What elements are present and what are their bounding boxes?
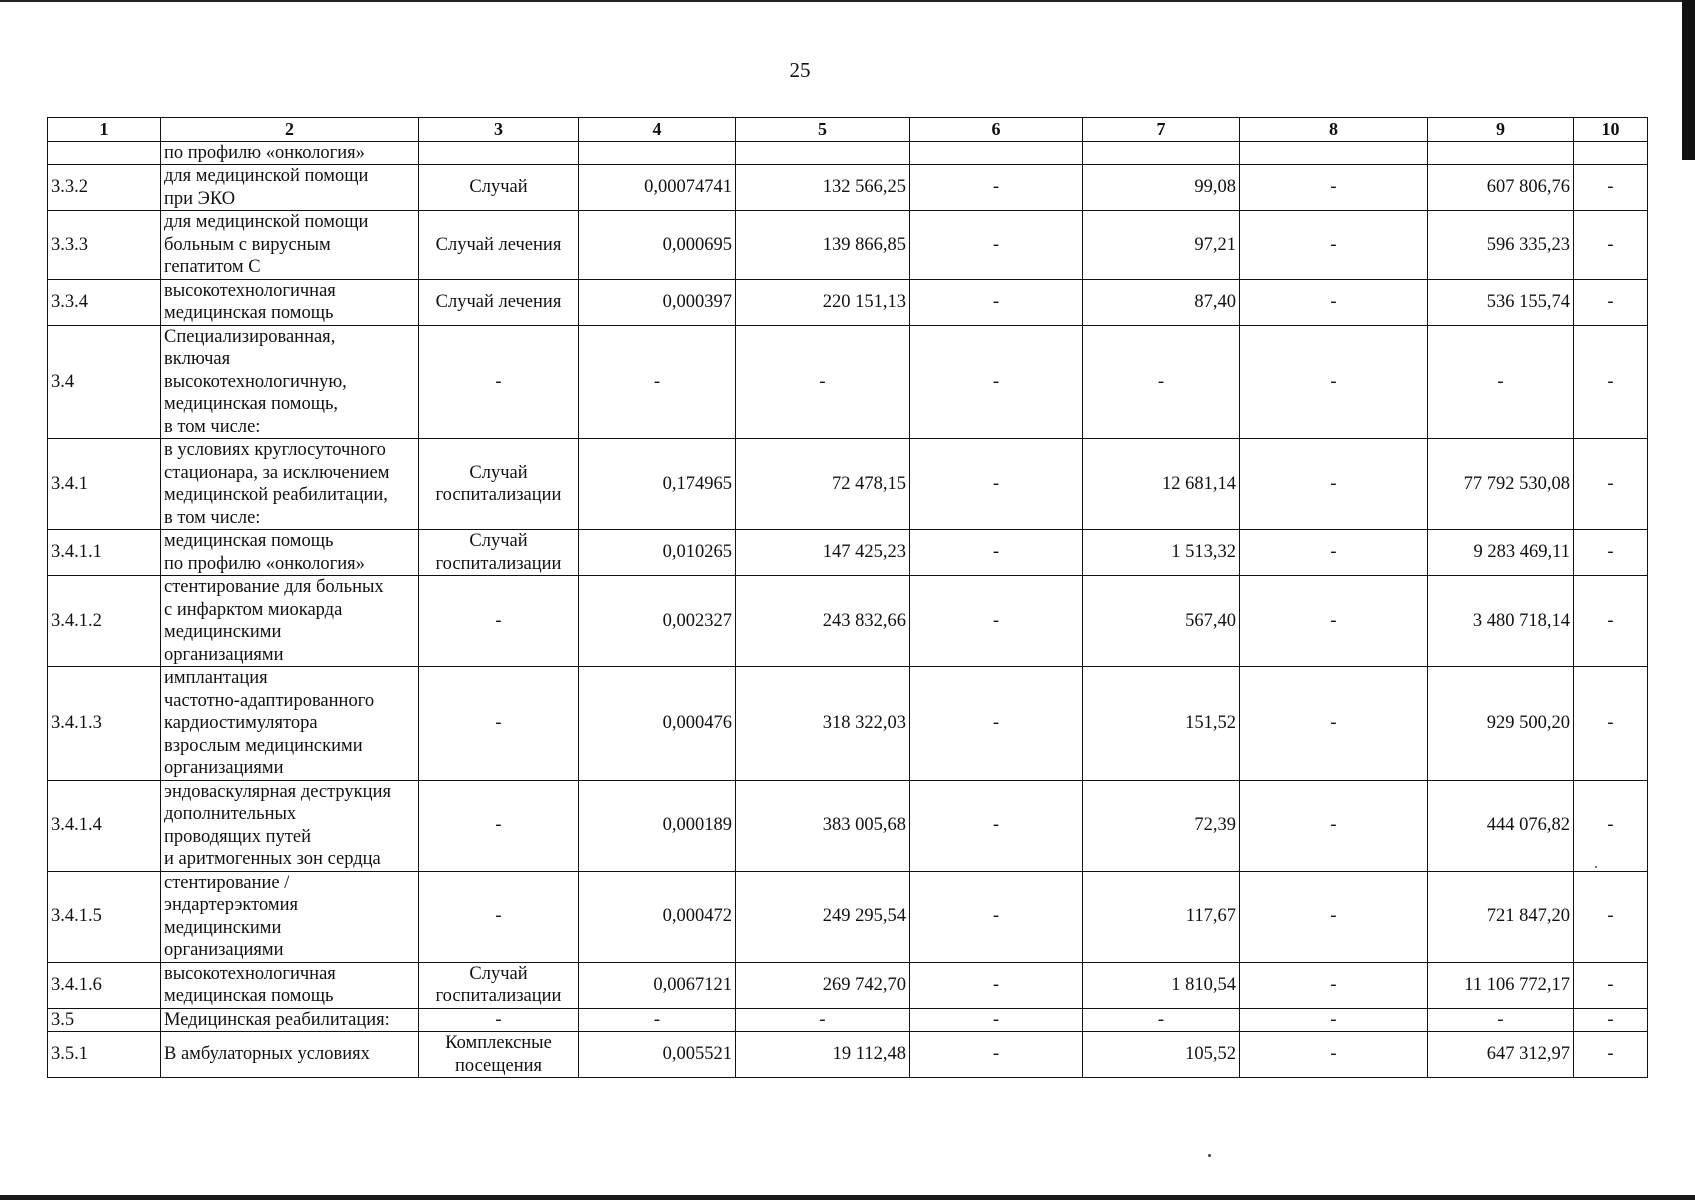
row-name-line: по профилю «онкология» xyxy=(164,142,365,163)
row-name-line: кардиостимулятора xyxy=(164,713,318,733)
row-unit-cell xyxy=(419,279,579,325)
row-c9-cell: 607 806,76 xyxy=(1428,165,1574,211)
row-c10-cell: - xyxy=(1574,1008,1648,1032)
table-row xyxy=(48,530,1648,576)
row-c6-cell: - xyxy=(910,576,1083,667)
row-c10-cell: - xyxy=(1574,439,1648,530)
row-unit-line: госпитализации xyxy=(435,986,562,1006)
row-unit-line: Случай xyxy=(469,963,528,984)
row-name-line: стационара, за исключением xyxy=(164,462,390,483)
row-c5-cell: 243 832,66 xyxy=(736,576,910,667)
row-name-line: гепатитом С xyxy=(164,257,261,277)
row-name-line: высокотехнологичную, xyxy=(164,371,347,392)
row-c5-cell: 139 866,85 xyxy=(736,211,910,280)
row-c6-cell: - xyxy=(910,780,1083,871)
row-c9-cell: 647 312,97 xyxy=(1428,1032,1574,1078)
row-c5-cell: 383 005,68 xyxy=(736,780,910,871)
row-c5-cell: 132 566,25 xyxy=(736,165,910,211)
row-c6-cell: - xyxy=(910,667,1083,781)
row-code-cell: 3.4.1.3 xyxy=(48,667,161,781)
row-c5-cell: 147 425,23 xyxy=(736,530,910,576)
row-name-line: организациями xyxy=(164,940,284,960)
table-row xyxy=(48,1008,1648,1032)
column-header: 4 xyxy=(579,118,736,142)
row-c8-cell: - xyxy=(1240,211,1428,280)
row-unit-line: - xyxy=(495,610,502,631)
column-header: 9 xyxy=(1428,118,1574,142)
row-name-line: медицинская помощь xyxy=(164,303,334,323)
row-name-line: Медицинская реабилитация: xyxy=(164,1009,390,1030)
row-c7-cell xyxy=(1083,141,1240,165)
row-unit-line: - xyxy=(495,815,502,836)
column-header: 5 xyxy=(736,118,910,142)
row-code-cell: 3.5 xyxy=(48,1008,161,1032)
row-name-cell xyxy=(161,871,419,962)
row-c9-cell: 9 283 469,11 xyxy=(1428,530,1574,576)
row-name-cell xyxy=(161,211,419,280)
row-code-cell: 3.5.1 xyxy=(48,1032,161,1078)
row-code-cell: 3.4.1 xyxy=(48,439,161,530)
row-code-cell: 3.4.1.6 xyxy=(48,962,161,1008)
row-name-cell xyxy=(161,962,419,1008)
row-c4-cell: - xyxy=(579,325,736,439)
row-c8-cell: - xyxy=(1240,1032,1428,1078)
row-name-line: по профилю «онкология» xyxy=(164,553,365,574)
row-name-cell xyxy=(161,165,419,211)
row-c10-cell: - xyxy=(1574,530,1648,576)
row-unit-line: Случай лечения xyxy=(435,291,562,312)
row-c7-cell: 105,52 xyxy=(1083,1032,1240,1078)
table-row xyxy=(48,962,1648,1008)
row-c4-cell: - xyxy=(579,1008,736,1032)
row-name-line: включая xyxy=(164,349,231,369)
row-c10-cell: - xyxy=(1574,780,1648,871)
row-c10-cell xyxy=(1574,141,1648,165)
row-c4-cell: 0,0067121 xyxy=(579,962,736,1008)
column-header: 8 xyxy=(1240,118,1428,142)
scan-bottom-band xyxy=(0,1195,1695,1200)
row-c8-cell: - xyxy=(1240,325,1428,439)
row-c9-cell: 11 106 772,17 xyxy=(1428,962,1574,1008)
row-unit-cell xyxy=(419,141,579,165)
row-name-line: имплантация xyxy=(164,668,268,688)
row-c7-cell: 1 513,32 xyxy=(1083,530,1240,576)
column-header: 7 xyxy=(1083,118,1240,142)
row-code-cell: 3.3.3 xyxy=(48,211,161,280)
row-c4-cell: 0,000397 xyxy=(579,279,736,325)
column-header: 1 xyxy=(48,118,161,142)
row-c4-cell: 0,000189 xyxy=(579,780,736,871)
row-c4-cell: 0,002327 xyxy=(579,576,736,667)
row-code-cell xyxy=(48,141,161,165)
row-name-line: организациями xyxy=(164,758,284,778)
row-c7-cell: 72,39 xyxy=(1083,780,1240,871)
row-c8-cell: - xyxy=(1240,279,1428,325)
row-c7-cell: 87,40 xyxy=(1083,279,1240,325)
row-name-cell xyxy=(161,576,419,667)
row-unit-line: - xyxy=(495,713,502,733)
row-name-cell xyxy=(161,325,419,439)
row-c7-cell: 99,08 xyxy=(1083,165,1240,211)
table-row xyxy=(48,279,1648,325)
row-name-line: и аритмогенных зон сердца xyxy=(164,849,381,869)
row-c6-cell: - xyxy=(910,165,1083,211)
header-row xyxy=(48,118,1648,142)
row-unit-line: Случай xyxy=(469,462,528,483)
row-c10-cell: - xyxy=(1574,576,1648,667)
row-c8-cell: - xyxy=(1240,530,1428,576)
table-row xyxy=(48,141,1648,165)
table-row xyxy=(48,871,1648,962)
row-name-cell xyxy=(161,1032,419,1078)
row-c9-cell: 3 480 718,14 xyxy=(1428,576,1574,667)
row-c8-cell: - xyxy=(1240,165,1428,211)
row-unit-cell xyxy=(419,962,579,1008)
row-unit-cell xyxy=(419,165,579,211)
data-table xyxy=(47,117,1648,1078)
row-c8-cell: - xyxy=(1240,576,1428,667)
row-c8-cell: - xyxy=(1240,780,1428,871)
row-c10-cell: - xyxy=(1574,325,1648,439)
row-unit-line: госпитализации xyxy=(435,553,562,574)
row-c8-cell: - xyxy=(1240,439,1428,530)
row-name-cell xyxy=(161,141,419,165)
row-name-line: высокотехнологичная xyxy=(164,280,336,301)
row-name-line: для медицинской помощи xyxy=(164,166,369,186)
row-name-line: медицинская помощь, xyxy=(164,394,339,414)
row-code-cell: 3.4.1.1 xyxy=(48,530,161,576)
scan-right-band xyxy=(1682,0,1695,160)
row-c6-cell: - xyxy=(910,439,1083,530)
row-name-cell xyxy=(161,279,419,325)
row-c10-cell: - xyxy=(1574,667,1648,781)
row-name-line: проводящих путей xyxy=(164,826,312,847)
column-header: 2 xyxy=(161,118,419,142)
row-c6-cell: - xyxy=(910,211,1083,280)
row-code-cell: 3.4 xyxy=(48,325,161,439)
table-row xyxy=(48,439,1648,530)
row-name-line: медицинская помощь xyxy=(164,531,334,551)
row-c7-cell: 1 810,54 xyxy=(1083,962,1240,1008)
row-unit-line: - xyxy=(495,371,502,392)
row-c10-cell: - xyxy=(1574,279,1648,325)
row-c7-cell: - xyxy=(1083,325,1240,439)
row-c6-cell: - xyxy=(910,1008,1083,1032)
row-c6-cell: - xyxy=(910,1032,1083,1078)
row-code-cell: 3.4.1.5 xyxy=(48,871,161,962)
row-name-line: частотно-адаптированного xyxy=(164,690,375,711)
row-name-cell xyxy=(161,780,419,871)
row-c9-cell: 929 500,20 xyxy=(1428,667,1574,781)
row-c5-cell: 318 322,03 xyxy=(736,667,910,781)
row-name-cell xyxy=(161,667,419,781)
row-c5-cell: - xyxy=(736,1008,910,1032)
row-c6-cell: - xyxy=(910,279,1083,325)
row-name-line: медицинскими xyxy=(164,622,282,642)
row-c4-cell: 0,00074741 xyxy=(579,165,736,211)
row-c9-cell: - xyxy=(1428,1008,1574,1032)
table-row xyxy=(48,667,1648,781)
row-c4-cell: 0,000695 xyxy=(579,211,736,280)
row-unit-line: Случай xyxy=(469,177,528,198)
row-c9-cell xyxy=(1428,141,1574,165)
row-c8-cell: - xyxy=(1240,1008,1428,1032)
scan-top-edge xyxy=(0,0,1695,2)
row-code-cell: 3.3.2 xyxy=(48,165,161,211)
row-name-line: больным с вирусным xyxy=(164,234,331,255)
row-c8-cell: - xyxy=(1240,962,1428,1008)
row-c5-cell: 220 151,13 xyxy=(736,279,910,325)
row-c6-cell: - xyxy=(910,530,1083,576)
row-c7-cell: 151,52 xyxy=(1083,667,1240,781)
row-unit-cell xyxy=(419,780,579,871)
row-c10-cell: - xyxy=(1574,871,1648,962)
table-row xyxy=(48,325,1648,439)
row-c9-cell: 596 335,23 xyxy=(1428,211,1574,280)
row-name-line: в том числе: xyxy=(164,507,261,528)
row-unit-line: - xyxy=(495,1009,502,1030)
row-c5-cell: 72 478,15 xyxy=(736,439,910,530)
row-unit-line: посещения xyxy=(454,1055,543,1076)
row-name-line: медицинской реабилитации, xyxy=(164,485,388,505)
row-c7-cell: 12 681,14 xyxy=(1083,439,1240,530)
row-c4-cell xyxy=(579,141,736,165)
table-body xyxy=(48,141,1648,1078)
row-c10-cell: - xyxy=(1574,165,1648,211)
row-code-cell: 3.4.1.4 xyxy=(48,780,161,871)
row-unit-cell xyxy=(419,871,579,962)
column-header: 3 xyxy=(419,118,579,142)
row-c9-cell: 721 847,20 xyxy=(1428,871,1574,962)
row-unit-cell xyxy=(419,211,579,280)
row-c7-cell: 117,67 xyxy=(1083,871,1240,962)
table-row xyxy=(48,1032,1648,1078)
row-c4-cell: 0,174965 xyxy=(579,439,736,530)
row-c4-cell: 0,000472 xyxy=(579,871,736,962)
row-c6-cell: - xyxy=(910,962,1083,1008)
row-c9-cell: 444 076,82 xyxy=(1428,780,1574,871)
row-unit-cell xyxy=(419,576,579,667)
row-name-line: при ЭКО xyxy=(164,188,236,209)
row-unit-line: Комплексные xyxy=(445,1033,552,1053)
column-header: 10 xyxy=(1574,118,1648,142)
row-c8-cell: - xyxy=(1240,667,1428,781)
row-c7-cell: 567,40 xyxy=(1083,576,1240,667)
row-c7-cell: - xyxy=(1083,1008,1240,1032)
row-c4-cell: 0,010265 xyxy=(579,530,736,576)
row-c5-cell: 269 742,70 xyxy=(736,962,910,1008)
row-unit-cell xyxy=(419,530,579,576)
row-c5-cell: - xyxy=(736,325,910,439)
row-unit-line: - xyxy=(495,906,502,927)
row-unit-cell xyxy=(419,1008,579,1032)
row-name-line: высокотехнологичная xyxy=(164,963,336,984)
row-c4-cell: 0,005521 xyxy=(579,1032,736,1078)
row-c10-cell: - xyxy=(1574,962,1648,1008)
row-unit-cell xyxy=(419,667,579,781)
column-header: 6 xyxy=(910,118,1083,142)
row-c6-cell: - xyxy=(910,325,1083,439)
row-c9-cell: 536 155,74 xyxy=(1428,279,1574,325)
row-c10-cell: - xyxy=(1574,211,1648,280)
row-unit-cell xyxy=(419,1032,579,1078)
row-name-line: стентирование для больных xyxy=(164,577,384,597)
row-name-line: для медицинской помощи xyxy=(164,212,369,232)
table-row xyxy=(48,780,1648,871)
row-name-line: эндартерэктомия xyxy=(164,895,299,915)
row-name-line: организациями xyxy=(164,644,284,665)
row-name-line: медицинскими xyxy=(164,917,282,938)
row-unit-line: госпитализации xyxy=(435,485,562,505)
row-name-line: в том числе: xyxy=(164,416,261,437)
table-row xyxy=(48,211,1648,280)
row-c5-cell xyxy=(736,141,910,165)
row-name-line: медицинская помощь xyxy=(164,986,334,1006)
row-name-line: дополнительных xyxy=(164,804,297,824)
row-c5-cell: 249 295,54 xyxy=(736,871,910,962)
row-c5-cell: 19 112,48 xyxy=(736,1032,910,1078)
row-name-line: В амбулаторных условиях xyxy=(164,1044,370,1065)
row-c7-cell: 97,21 xyxy=(1083,211,1240,280)
row-c8-cell: - xyxy=(1240,871,1428,962)
row-name-line: взрослым медицинскими xyxy=(164,735,363,756)
page-number: 25 xyxy=(789,58,811,82)
row-name-line: в условиях круглосуточного xyxy=(164,440,386,460)
row-c4-cell: 0,000476 xyxy=(579,667,736,781)
row-name-cell xyxy=(161,439,419,530)
row-c6-cell: - xyxy=(910,871,1083,962)
row-name-line: стентирование / xyxy=(164,872,290,893)
row-c6-cell xyxy=(910,141,1083,165)
row-unit-line: Случай лечения xyxy=(435,234,562,255)
row-c8-cell xyxy=(1240,141,1428,165)
row-name-cell xyxy=(161,1008,419,1032)
row-c9-cell: - xyxy=(1428,325,1574,439)
row-code-cell: 3.4.1.2 xyxy=(48,576,161,667)
table-row xyxy=(48,576,1648,667)
row-name-line: эндоваскулярная деструкция xyxy=(164,781,391,802)
row-unit-line: Случай xyxy=(469,531,528,551)
row-c9-cell: 77 792 530,08 xyxy=(1428,439,1574,530)
row-name-cell xyxy=(161,530,419,576)
row-unit-cell xyxy=(419,439,579,530)
scan-speck xyxy=(1208,1154,1211,1157)
row-code-cell: 3.3.4 xyxy=(48,279,161,325)
row-c10-cell: - xyxy=(1574,1032,1648,1078)
row-name-line: с инфарктом миокарда xyxy=(164,599,343,620)
table-row xyxy=(48,165,1648,211)
row-name-line: Специализированная, xyxy=(164,326,336,347)
row-unit-cell xyxy=(419,325,579,439)
